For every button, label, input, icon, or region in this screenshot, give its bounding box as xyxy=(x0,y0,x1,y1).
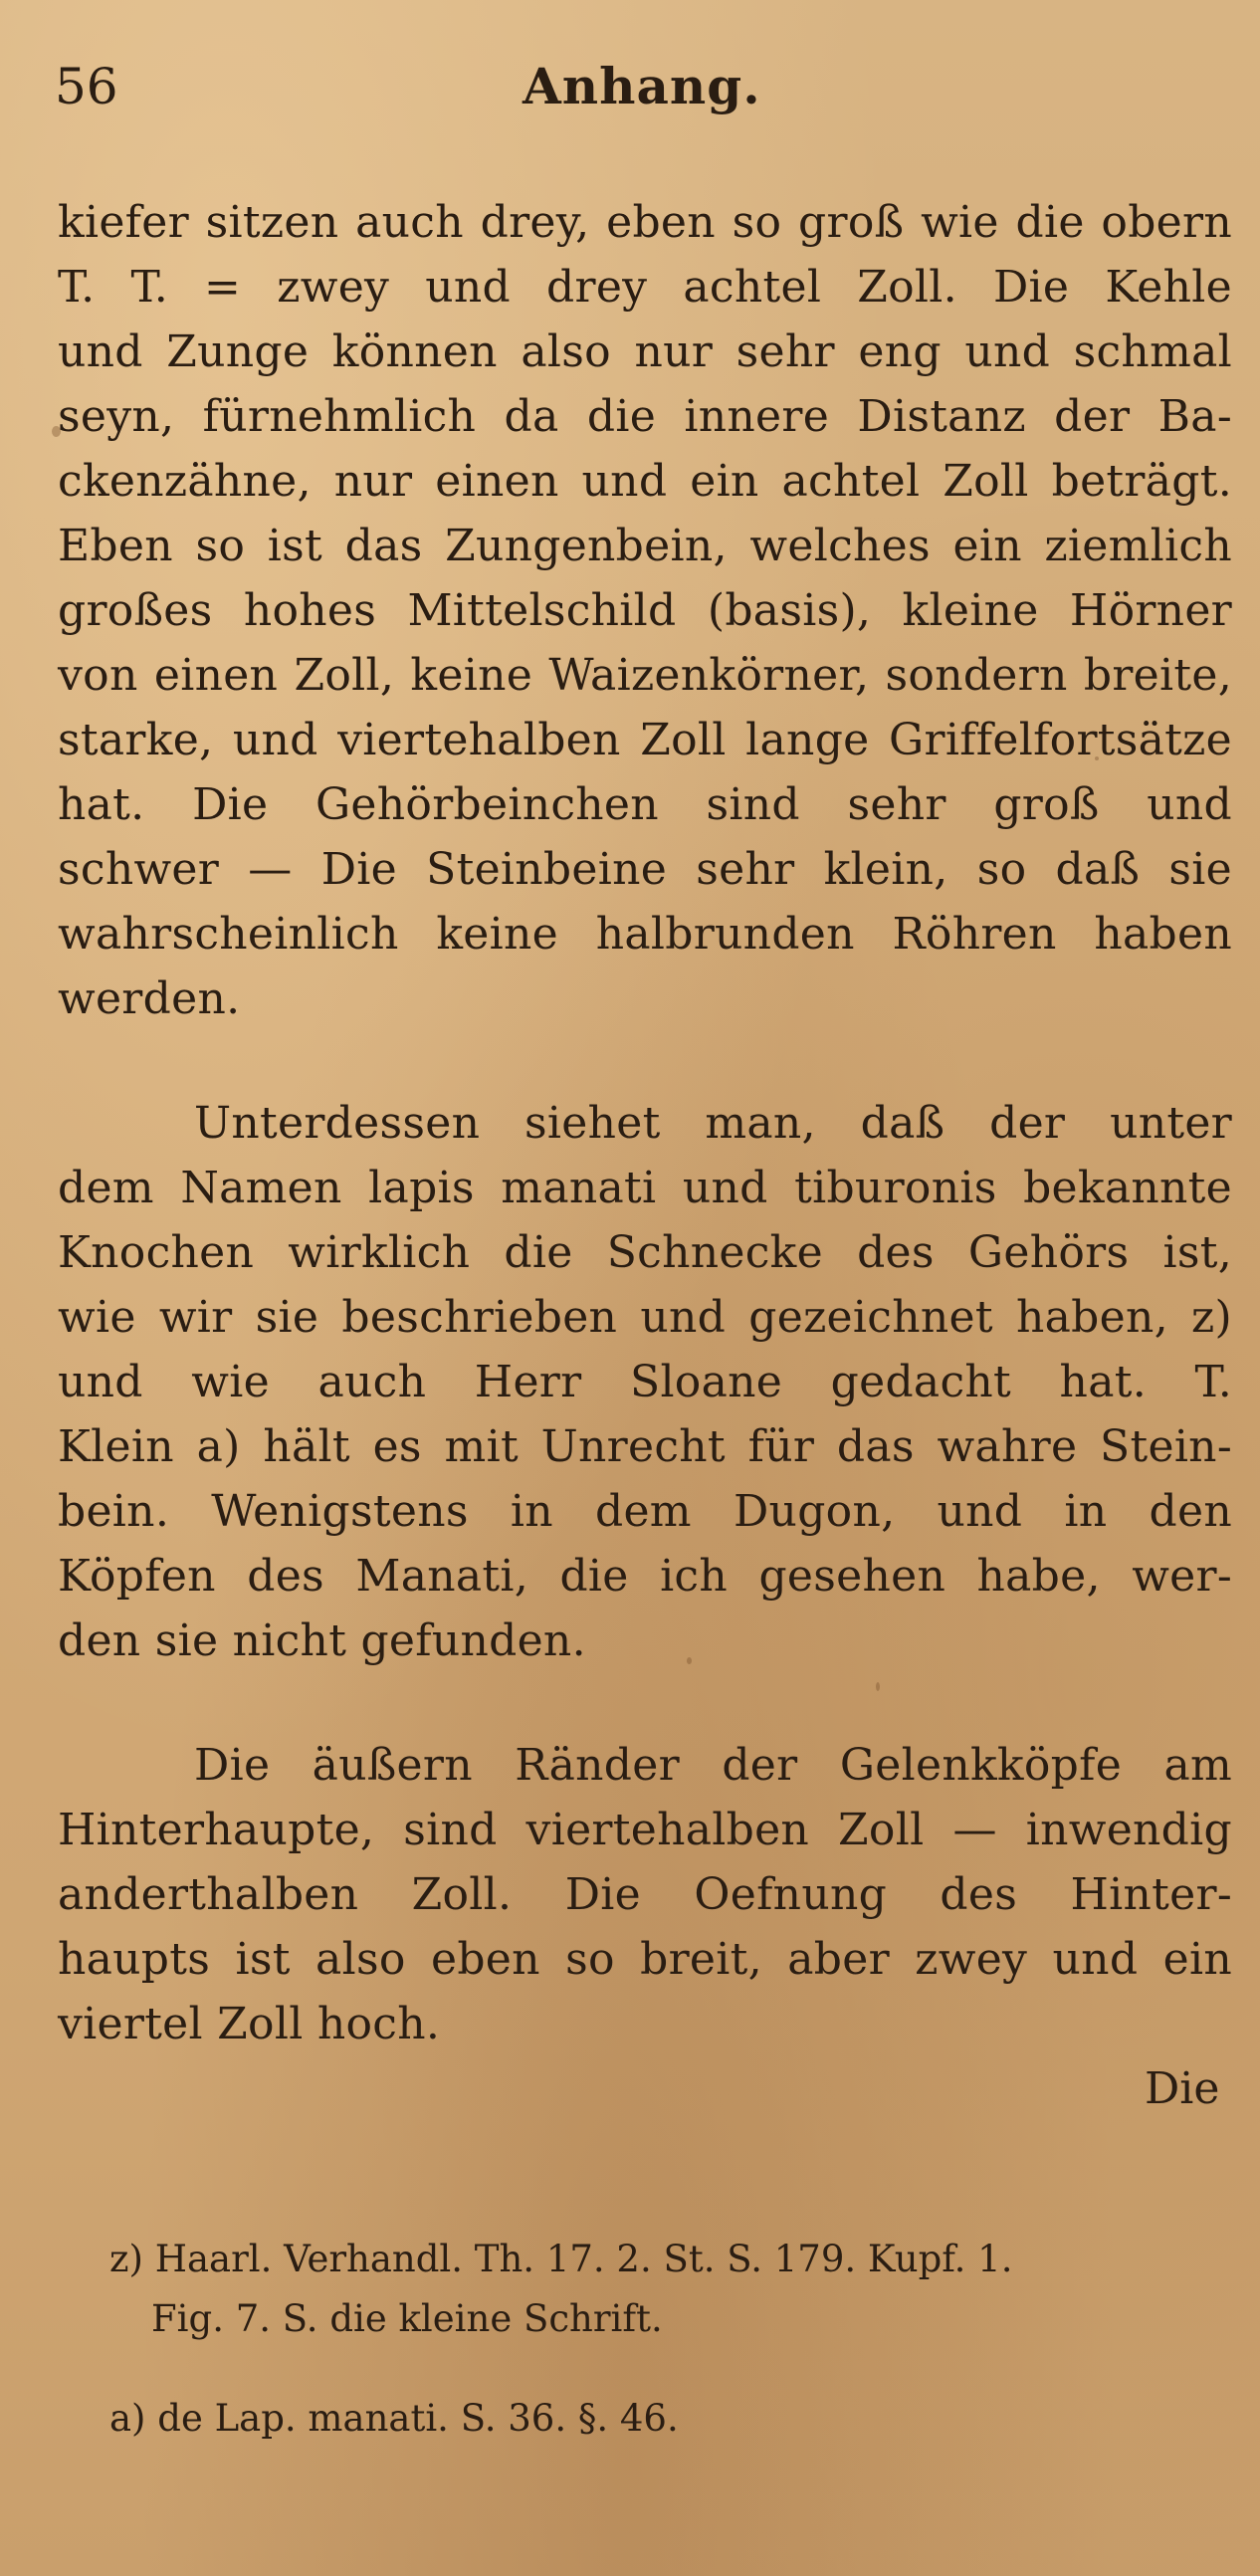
text-line: anderthalben Zoll. Die Oefnung des Hinter- xyxy=(58,1869,1232,1920)
page-header xyxy=(0,57,1260,141)
running-head: Anhang. xyxy=(523,57,761,115)
text-line: dem Namen lapis manati und tiburonis bekannte xyxy=(58,1163,1232,1213)
text-line: T. T. = zwey und drey achtel Zoll. Die Kehle xyxy=(58,262,1232,313)
footnote-a: a) de Lap. manati. S. 36. §. 46. xyxy=(109,2397,679,2440)
ink-stain xyxy=(876,1682,880,1691)
text-line: viertel Zoll hoch. xyxy=(58,1999,441,2049)
text-line: Knochen wirklich die Schnecke des Gehörs ist, xyxy=(58,1227,1232,1278)
text-line: von einen Zoll, keine Waizenkörner, sondern breite, xyxy=(58,650,1232,701)
footnote-z-continuation: Fig. 7. S. die kleine Schrift. xyxy=(151,2297,663,2340)
text-line: kiefer sitzen auch drey, eben so groß wie die obern xyxy=(58,197,1232,248)
text-line: ckenzähne, nur einen und ein achtel Zoll beträgt. xyxy=(58,456,1232,507)
footnote-z: z) Haarl. Verhandl. Th. 17. 2. St. S. 179. Kupf. 1. xyxy=(109,2238,1013,2280)
text-line: großes hohes Mittelschild (basis), kleine Hörner xyxy=(58,585,1232,636)
text-line: seyn, fürnehmlich da die innere Distanz der Ba- xyxy=(58,391,1232,442)
text-line: Eben so ist das Zungenbein, welches ein ziemlich xyxy=(58,521,1232,571)
text-line: haupts ist also eben so breit, aber zwey und ein xyxy=(58,1934,1232,1985)
text-line: den sie nicht gefunden. xyxy=(58,1615,586,1666)
text-line: Hinterhaupte, sind viertehalben Zoll — inwendig xyxy=(58,1805,1232,1855)
text-line: Unterdessen siehet man, daß der unter xyxy=(194,1098,1232,1149)
text-line: bein. Wenigstens in dem Dugon, und in den xyxy=(58,1486,1232,1537)
text-line: Die äußern Ränder der Gelenkköpfe am xyxy=(194,1740,1232,1791)
text-line: starke, und viertehalben Zoll lange Griffelfortsätze xyxy=(58,715,1232,765)
text-line: wie wir sie beschrieben und gezeichnet haben, z) xyxy=(58,1292,1232,1343)
text-line: und Zunge können also nur sehr eng und schmal xyxy=(58,326,1232,377)
text-line: hat. Die Gehörbeinchen sind sehr groß und xyxy=(58,779,1232,830)
text-line: Köpfen des Manati, die ich gesehen habe, wer- xyxy=(58,1551,1232,1602)
text-line: werden. xyxy=(58,973,241,1024)
text-line: Klein a) hält es mit Unrecht für das wahre Stein- xyxy=(58,1421,1232,1472)
catchword: Die xyxy=(1145,2063,1220,2114)
text-line: wahrscheinlich keine halbrunden Röhren haben xyxy=(58,909,1232,960)
text-line: und wie auch Herr Sloane gedacht hat. T. xyxy=(58,1357,1232,1407)
page-number: 56 xyxy=(55,58,118,115)
text-line: schwer — Die Steinbeine sehr klein, so daß sie xyxy=(58,844,1232,895)
